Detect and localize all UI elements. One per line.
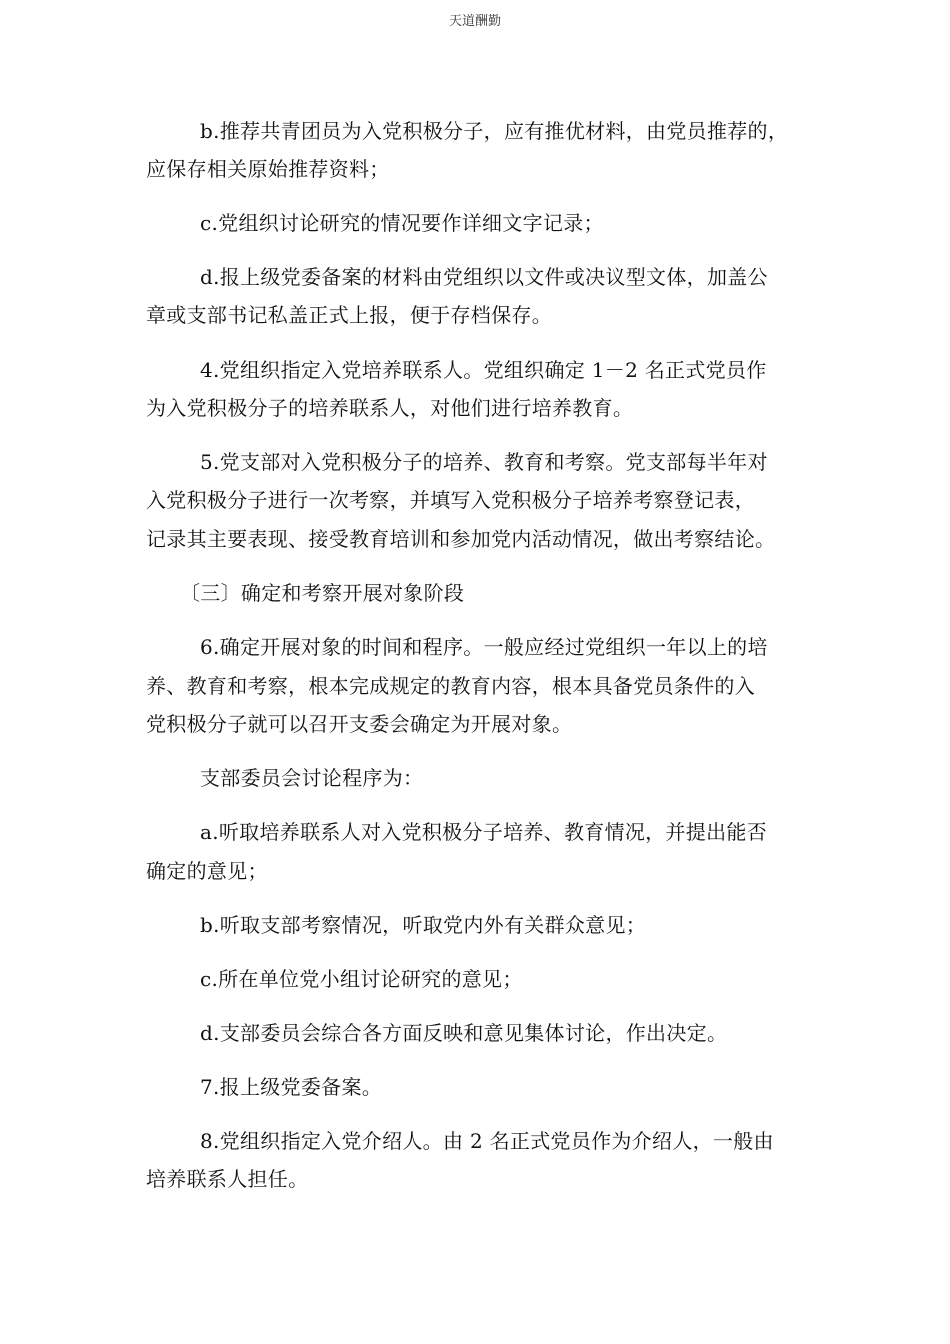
paragraph-line: 7.报上级党委备案。 bbox=[200, 1075, 383, 1099]
paragraph-line: a.听取培养联系人对入党积极分子培养、教育情况，并提出能否 bbox=[200, 820, 767, 844]
paragraph-line: 确定的意见； bbox=[146, 859, 268, 883]
paragraph-line: c.所在单位党小组讨论研究的意见； bbox=[200, 967, 523, 991]
paragraph-line: 入党积极分子进行一次考察，并填写入党积极分子培养考察登记表， bbox=[146, 488, 755, 512]
page-header: 天道酬勤 bbox=[448, 14, 501, 29]
paragraph-line: b.推荐共青团员为入党积极分子，应有推优材料，由党员推荐的， bbox=[200, 119, 789, 143]
section-heading: 〔三〕确定和考察开展对象阶段 bbox=[180, 581, 465, 605]
paragraph-line: 4.党组织指定入党培养联系人。党组织确定 1－2 名正式党员作 bbox=[200, 358, 767, 382]
paragraph-line: 培养联系人担任。 bbox=[146, 1167, 309, 1191]
paragraph-line: 8.党组织指定入党介绍人。由 2 名正式党员作为介绍人，一般由 bbox=[200, 1129, 774, 1153]
paragraph-line: 养、教育和考察，根本完成规定的教育内容，根本具备党员条件的入 bbox=[146, 674, 755, 698]
paragraph-line: 支部委员会讨论程序为： bbox=[200, 766, 424, 790]
paragraph-line: 5.党支部对入党积极分子的培养、教育和考察。党支部每半年对 bbox=[200, 450, 768, 474]
paragraph-line: 6.确定开展对象的时间和程序。一般应经过党组织一年以上的培 bbox=[200, 635, 768, 659]
paragraph-line: c.党组织讨论研究的情况要作详细文字记录； bbox=[200, 211, 604, 235]
paragraph-line: d.支部委员会综合各方面反映和意见集体讨论，作出决定。 bbox=[200, 1021, 728, 1045]
paragraph-line: 应保存相关原始推荐资料； bbox=[146, 157, 390, 181]
paragraph-line: 党积极分子就可以召开支委会确定为开展对象。 bbox=[146, 712, 573, 736]
paragraph-line: b.听取支部考察情况，听取党内外有关群众意见； bbox=[200, 913, 647, 937]
paragraph-line: 为入党积极分子的培养联系人，对他们进行培养教育。 bbox=[146, 396, 634, 420]
paragraph-line: d.报上级党委备案的材料由党组织以文件或决议型文体，加盖公 bbox=[200, 265, 768, 289]
paragraph-line: 章或支部书记私盖正式上报，便于存档保存。 bbox=[146, 303, 552, 327]
paragraph-line: 记录其主要表现、接受教育培训和参加党内活动情况，做出考察结论。 bbox=[146, 527, 776, 551]
